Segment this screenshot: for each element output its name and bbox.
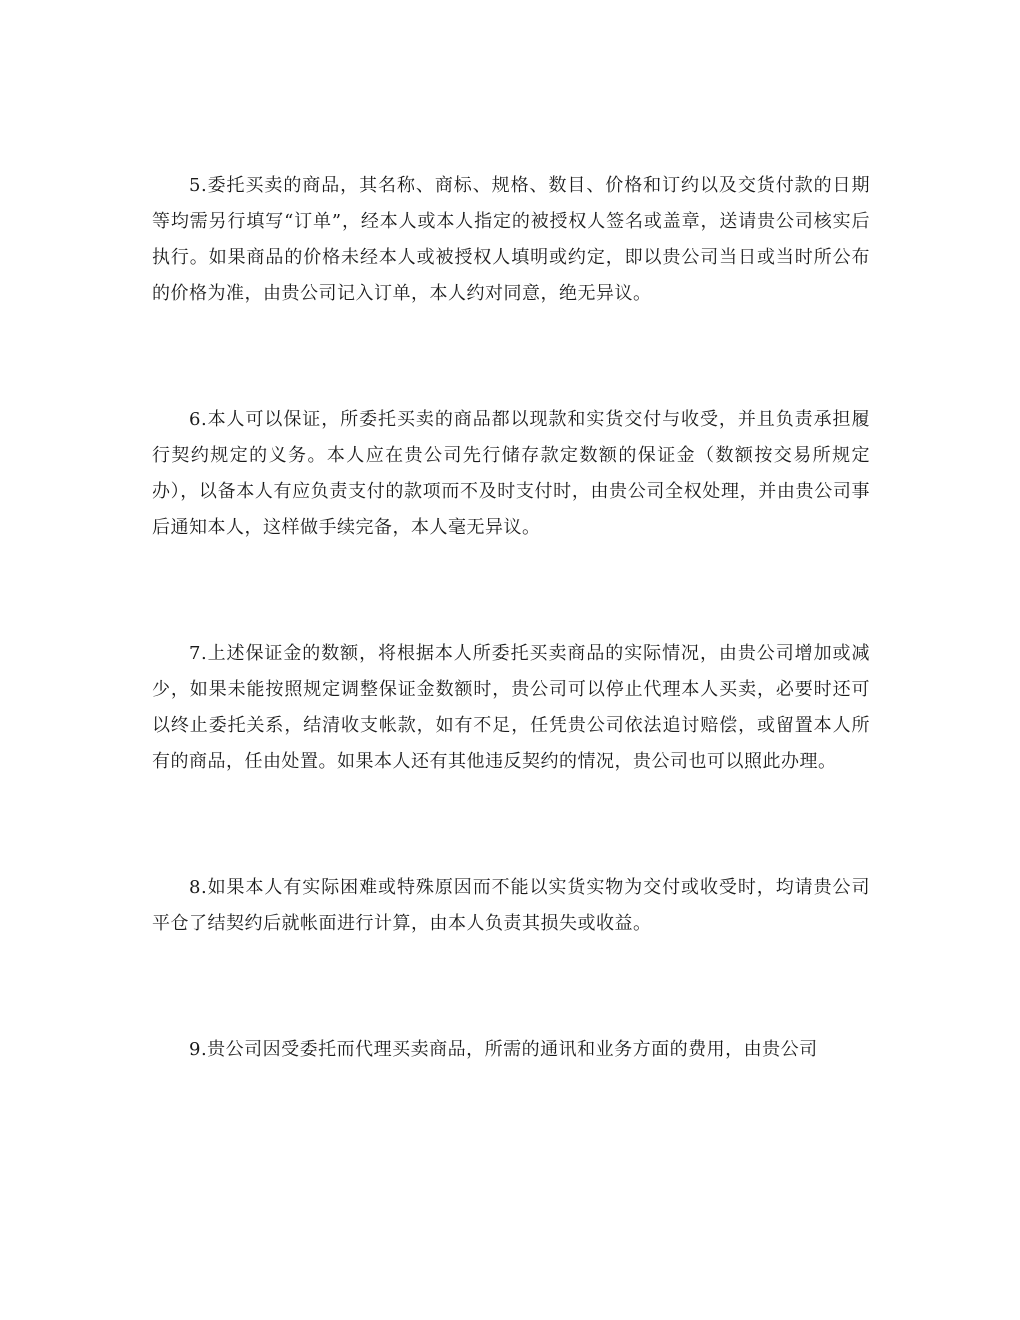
clause-5-paragraph: 5.委托买卖的商品，其名称、商标、规格、数目、价格和订约以及交货付款的日期等均需另行填写“订单”，经本人或本人指定的被授权人签名或盖章，送请贵公司核实后执行。如果商品的价格未经本人或被授权人填明或约定，即以贵公司当日或当时所公布的价格为准，由贵公司记入订单，本人约对同意，绝无异议。 xyxy=(152,175,870,304)
clause-6-paragraph: 6.本人可以保证，所委托买卖的商品都以现款和实货交付与收受，并且负责承担履行契约规定的义务。本人应在贵公司先行储存款定数额的保证金（数额按交易所规定办），以备本人有应负责支付的款项而不及时支付时，由贵公司全权处理，并由贵公司事后通知本人，这样做手续完备，本人毫无异议。 xyxy=(152,409,870,538)
document-body xyxy=(152,168,870,1068)
clause-8-paragraph: 8.如果本人有实际困难或特殊原因而不能以实货实物为交付或收受时，均请贵公司平仓了结契约后就帐面进行计算，由本人负责其损失或收益。 xyxy=(152,877,870,934)
clause-7-paragraph: 7.上述保证金的数额，将根据本人所委托买卖商品的实际情况，由贵公司增加或减少，如果未能按照规定调整保证金数额时，贵公司可以停止代理本人买卖，必要时还可以终止委托关系，结清收支帐款，如有不足，任凭贵公司依法追讨赔偿，或留置本人所有的商品，任由处置。如果本人还有其他违反契约的情况，贵公司也可以照此办理。 xyxy=(152,643,870,772)
clause-9-paragraph: 9.贵公司因受委托而代理买卖商品，所需的通讯和业务方面的费用，由贵公司 xyxy=(189,1039,818,1060)
